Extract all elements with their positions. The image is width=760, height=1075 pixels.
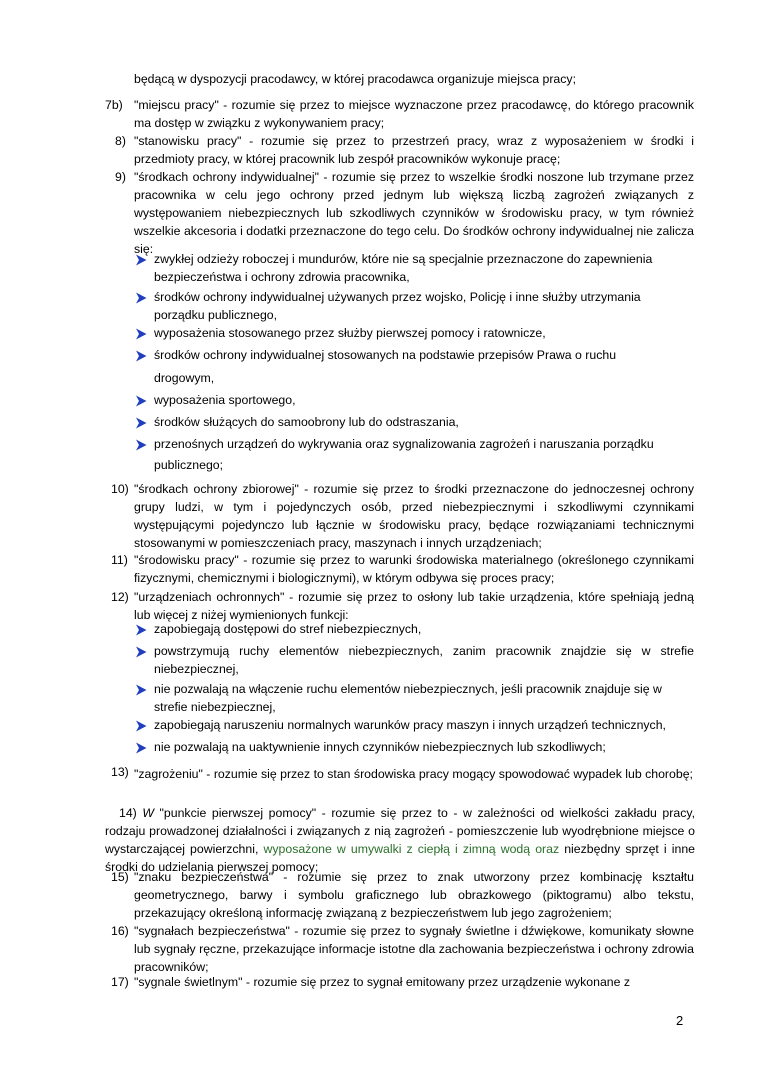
definition-8: "stanowisku pracy" - rozumie się przez to przestrzeń pracy, wraz z wyposażeniem w środki i przedmioty pracy, w której pracownik lub zespół pracowników wykonuje pracę;	[134, 134, 694, 166]
item-number-8: 8)	[115, 134, 126, 148]
bullet-arrow-icon	[135, 439, 147, 451]
list-item-continuation: publicznego;	[154, 458, 224, 472]
bullet-arrow-icon	[135, 742, 147, 754]
bullet-arrow-icon	[135, 292, 147, 304]
definition-16: "sygnałach bezpieczeństwa" - rozumie się przez to sygnały świetlne i dźwiękowe, komunikaty słowne lub sygnały ręczne, przekazujące informacje istotne dla zachowania bezpieczeństwa i ochrony zdrowia pracowników;	[134, 924, 694, 974]
paragraph-continuation: będącą w dyspozycji pracodawcy, w której pracodawca organizuje miejsca pracy;	[134, 72, 576, 86]
bullet-arrow-icon	[135, 417, 147, 429]
page-number: 2	[676, 1013, 684, 1028]
item-number-11: 11)	[111, 553, 128, 567]
definition-7b: "miejscu pracy" - rozumie się przez to miejsce wyznaczone przez pracodawcę, do którego pracownik ma dostęp w związku z wykonywaniem pracy;	[134, 98, 694, 130]
definition-10: "środkach ochrony zbiorowej" - rozumie się przez to środki przeznaczone do jednoczesnej ochrony grupy ludzi, w tym i pojedynczych osób, przed niebezpiecznymi i szkodliwymi czynnikami występującymi pojedynczo lub łącznie w środowisku pracy, będące rozwiązaniami technicznymi stosowanymi w pomieszczeniach pracy, maszynach i innych urządzeniach;	[134, 482, 694, 550]
list-item-continuation: drogowym,	[154, 371, 215, 385]
definition-14-text-end: niezbędny sprzęt i inne środki do udzielania pierwszej pomocy;	[105, 842, 696, 874]
item-number-15: 15)	[111, 870, 129, 884]
definition-14-text: "punkcie pierwszej pomocy" - rozumie się przez to - w zależności od wielkości zakładu pracy, rodzaju prowadzonej działalności i związanych z nią zagrożeń - pomieszczenie lub wyodrębnione miejsce o wystarczającej powierzchni,	[105, 806, 696, 856]
item-number-12: 12)	[111, 590, 129, 604]
item-number-14: 14)	[119, 806, 137, 820]
item-number-7b: 7b)	[105, 98, 123, 112]
list-item: zapobiegają dostępowi do stref niebezpiecznych,	[154, 622, 422, 636]
bullet-arrow-icon	[135, 684, 147, 696]
bullet-arrow-icon	[135, 646, 147, 658]
list-item: środków ochrony indywidualnej używanych przez wojsko, Policję i inne służby utrzymania porządku publicznego,	[154, 290, 641, 322]
item-number-17: 17)	[111, 975, 129, 989]
list-item: środków ochrony indywidualnej stosowanych na podstawie przepisów Prawa o ruchu	[154, 348, 617, 362]
list-item: nie pozwalają na włączenie ruchu elementów niebezpiecznych, jeśli pracownik znajduje się w strefie niebezpiecznej,	[154, 682, 662, 714]
item-number-13: 13)	[111, 765, 129, 779]
definition-11: "środowisku pracy" - rozumie się przez to warunki środowiska materialnego (określonego czynnikami fizycznymi, chemicznymi i biologicznymi), w którym odbywa się proces pracy;	[134, 553, 694, 585]
list-item: przenośnych urządzeń do wykrywania oraz sygnalizowania zagrożeń i naruszania porządku	[154, 437, 654, 451]
definition-15: "znaku bezpieczeństwa" - rozumie się przez to znak utworzony przez kombinację kształtu geometrycznego, barwy i symbolu graficznego lub obrazkowego (piktogramu) albo tekstu, przekazujący określoną informację związaną z bezpieczeństwem lub jego zagrożeniem;	[134, 870, 694, 920]
definition-9: "środkach ochrony indywidualnej" - rozumie się przez to wszelkie środki noszone lub trzymane przez pracownika w celu jego ochrony przed jednym lub większą liczbą zagrożeń związanych z występowaniem niebezpiecznych lub szkodliwych czynników w środowisku pracy, w tym również wszelkie akcesoria i dodatki przeznaczone do tego celu. Do środków ochrony indywidualnej nie zalicza się:	[134, 170, 694, 256]
list-item: wyposażenia sportowego,	[154, 393, 296, 407]
bullet-arrow-icon	[135, 624, 147, 636]
definition-12: "urządzeniach ochronnych" - rozumie się przez to osłony lub takie urządzenia, które spełniają jedną lub więcej z niżej wymienionych funkcji:	[134, 590, 694, 622]
definition-13: "zagrożeniu" - rozumie się przez to stan środowiska pracy mogący spowodować wypadek lub chorobę;	[134, 767, 693, 781]
item-number-16: 16)	[111, 924, 129, 938]
item-number-10: 10)	[111, 482, 129, 496]
list-item: środków służących do samoobrony lub do odstraszania,	[154, 415, 459, 429]
list-item: wyposażenia stosowanego przez służby pierwszej pomocy i ratownicze,	[154, 326, 546, 340]
list-item: zapobiegają naruszeniu normalnych warunków pracy maszyn i innych urządzeń technicznych,	[154, 718, 666, 732]
bullet-arrow-icon	[135, 395, 147, 407]
bullet-arrow-icon	[135, 254, 147, 266]
bullet-arrow-icon	[135, 350, 147, 362]
bullet-arrow-icon	[135, 328, 147, 340]
list-item: zwykłej odzieży roboczej i mundurów, które nie są specjalnie przeznaczone do zapewnienia bezpieczeństwa i ochrony zdrowia pracownika,	[154, 252, 653, 284]
item-number-9: 9)	[115, 170, 126, 184]
definition-14-prefix: W	[142, 806, 154, 820]
bullet-arrow-icon	[135, 720, 147, 732]
definition-14	[105, 804, 695, 876]
definition-14-highlight: wyposażone w umywalki z ciepłą i zimną wodą oraz	[263, 842, 560, 856]
list-item: powstrzymują ruchy elementów niebezpiecznych, zanim pracownik znajdzie się w strefie niebezpiecznej,	[154, 644, 694, 676]
list-item: nie pozwalają na uaktywnienie innych czynników niebezpiecznych lub szkodliwych;	[154, 740, 606, 754]
definition-17: "sygnale świetlnym" - rozumie się przez to sygnał emitowany przez urządzenie wykonane z	[134, 975, 631, 989]
